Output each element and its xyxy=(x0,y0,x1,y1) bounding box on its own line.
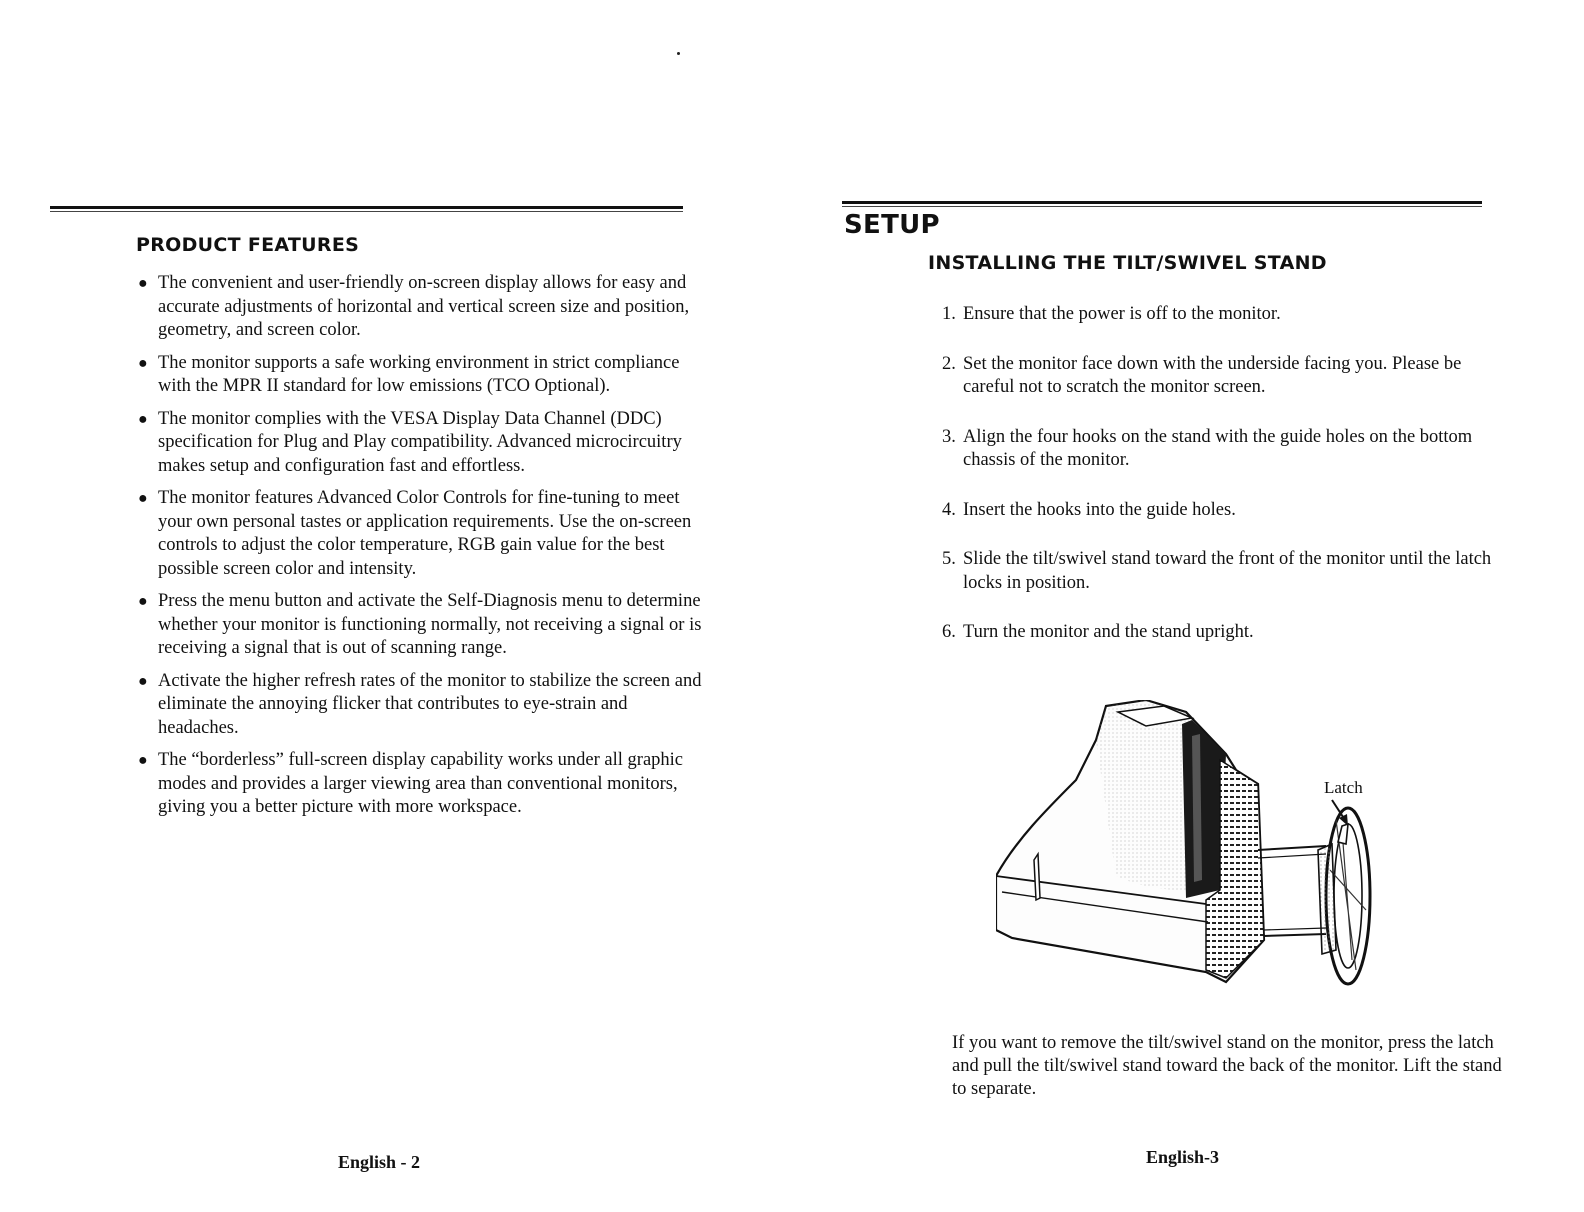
feature-text: Press the menu button and activate the Self-Diagnosis menu to determine whether your monitor is functioning normally, not receiving a signal or is receiving a signal that is out of scanning range. xyxy=(158,591,702,658)
page-number-left: English - 2 xyxy=(338,1152,421,1172)
installing-stand-heading: INSTALLING THE TILT/SWIVEL STAND xyxy=(928,252,1327,274)
list-item xyxy=(942,621,1502,645)
product-features-heading: PRODUCT FEATURES xyxy=(136,234,360,256)
list-item xyxy=(942,303,1502,327)
step-text: Insert the hooks into the guide holes. xyxy=(963,499,1236,520)
bullet-dot-icon: ● xyxy=(138,593,148,610)
arrow-down-right-icon xyxy=(1330,798,1352,828)
list-item xyxy=(136,272,706,343)
list-item xyxy=(136,749,706,820)
bullet-dot-icon: ● xyxy=(138,672,148,690)
bullet-dot-icon: ● xyxy=(138,354,148,372)
bullet-dot-icon: ● xyxy=(138,752,148,769)
list-item xyxy=(942,353,1502,400)
setup-steps xyxy=(942,303,1502,671)
feature-text: The monitor complies with the VESA Display Data Channel (DDC) specification for Plug and Play compatibility. Advanced microcircuitry makes setup and configuration fast and effortless. xyxy=(158,408,682,476)
step-text: Ensure that the power is off to the monitor. xyxy=(963,304,1281,324)
list-item xyxy=(136,590,706,661)
list-item xyxy=(942,426,1502,473)
step-number: 2. xyxy=(942,353,956,374)
top-rule-left xyxy=(50,206,683,209)
step-number: 5. xyxy=(942,549,956,569)
step-number: 6. xyxy=(942,622,956,642)
step-text: Set the monitor face down with the underside facing you. Please be careful not to scratch the monitor screen. xyxy=(963,353,1462,397)
bullet-dot-icon: ● xyxy=(138,490,148,507)
feature-list xyxy=(136,272,706,829)
list-item xyxy=(136,352,706,399)
step-text: Slide the tilt/swivel stand toward the front of the monitor until the latch locks in position. xyxy=(963,549,1492,593)
list-item xyxy=(136,408,706,479)
step-number: 3. xyxy=(942,426,956,447)
monitor-stand-illustration xyxy=(996,700,1416,1000)
feature-text: The monitor supports a safe working environment in strict compliance with the MPR II standard for low emissions (TCO Optional). xyxy=(158,352,680,396)
step-number: 4. xyxy=(942,499,956,520)
step-number: 1. xyxy=(942,304,956,324)
list-item xyxy=(136,487,706,581)
list-item xyxy=(942,548,1502,595)
top-rule-right xyxy=(842,201,1482,204)
step-text: Turn the monitor and the stand upright. xyxy=(963,622,1254,642)
bullet-dot-icon: ● xyxy=(138,410,148,428)
feature-text: The convenient and user-friendly on-screen display allows for easy and accurate adjustments of horizontal and vertical screen size and position, geometry, and screen color. xyxy=(158,273,690,340)
removal-note: If you want to remove the tilt/swivel stand on the monitor, press the latch and pull the tilt/swivel stand toward the back of the monitor. Lift the stand to separate. xyxy=(952,1033,1502,1099)
latch-label: Latch xyxy=(1324,778,1363,797)
setup-title: SETUP xyxy=(844,210,940,240)
list-item xyxy=(942,499,1502,523)
step-text: Align the four hooks on the stand with the guide holes on the bottom chassis of the monitor. xyxy=(963,426,1473,470)
bullet-dot-icon: ● xyxy=(138,275,148,292)
feature-text: The “borderless” full-screen display capability works under all graphic modes and provides a larger viewing area than conventional monitors, giving you a better picture with more workspace. xyxy=(158,750,684,817)
feature-text: Activate the higher refresh rates of the monitor to stabilize the screen and eliminate the annoying flicker that contributes to eye-strain and headaches. xyxy=(158,670,702,738)
list-item xyxy=(136,670,706,741)
page-number-right: English-3 xyxy=(1146,1147,1220,1167)
scan-speck xyxy=(677,52,680,55)
feature-text: The monitor features Advanced Color Controls for fine-tuning to meet your own personal tastes or application requirements. Use the on-screen controls to adjust the color temperature, RGB gain value for the best possible screen color and intensity. xyxy=(158,488,692,579)
